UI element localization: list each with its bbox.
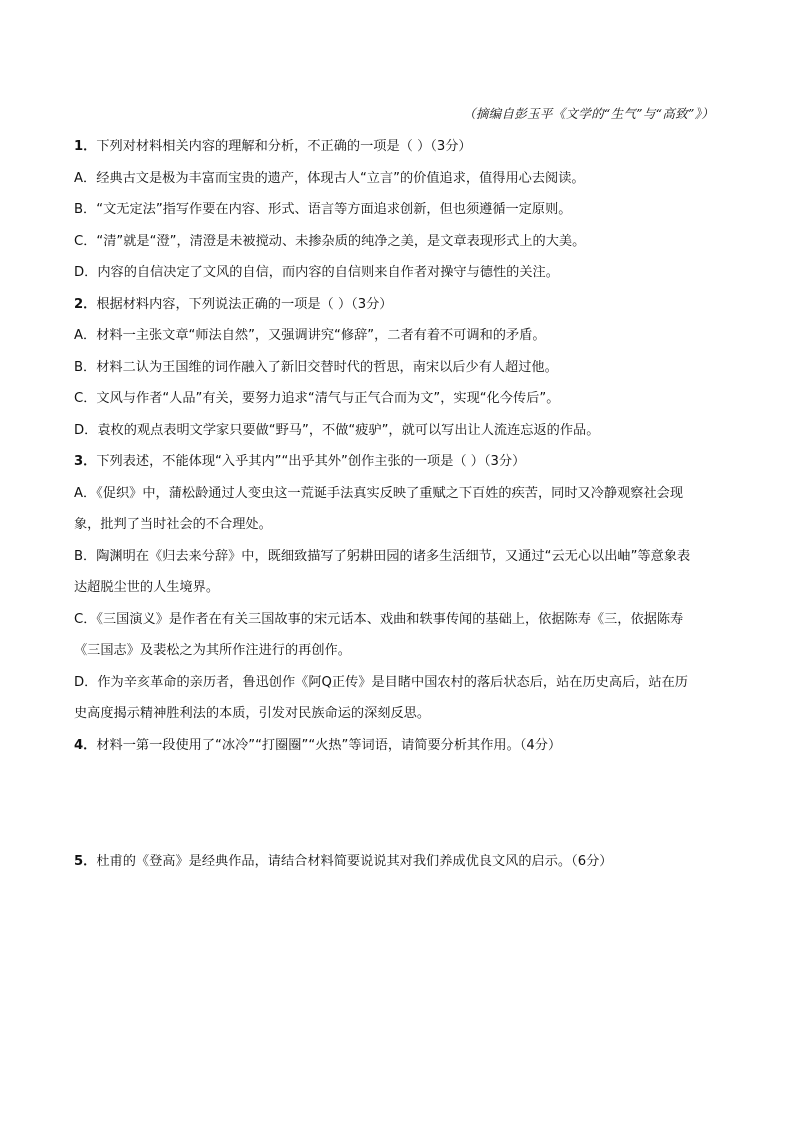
question-1-option-b: B．“文无定法”指写作要在内容、形式、语言等方面追求创新，但也须遵循一定原则。 — [74, 202, 572, 217]
question-text: 下列对材料相关内容的理解和分析，不正确的一项是（ ）（3分） — [96, 139, 472, 154]
question-text: 下列表述，不能体现“入乎其内”“出乎其外”创作主张的一项是（ ）（3分） — [96, 454, 526, 469]
question-3-option-c-line-1: C．《三国演义》是作者在有关三国故事的宋元话本、戏曲和轶事传闻的基础上，依据陈寿《三，依据陈寿 — [74, 611, 684, 627]
question-1-option-d: D．内容的自信决定了文风的自信，而内容的自信则来自作者对操守与德性的关注。 — [74, 265, 559, 280]
question-3-option-d-line-1: D．作为辛亥革命的亲历者，鲁迅创作《阿Q正传》是目睹中国农村的落后状态后，站在历史高后，站在历 — [74, 674, 688, 690]
question-3-option-a-line-2: 象，批判了当时社会的不合理处。 — [74, 517, 272, 532]
question-2-stem — [74, 289, 722, 321]
question-number: 3． — [74, 454, 97, 469]
question-3-option-d-line-2: 史高度揭示精神胜利法的本质，引发对民族命运的深刻反思。 — [74, 706, 431, 721]
question-1-stem — [74, 131, 722, 163]
question-text: 根据材料内容，下列说法正确的一项是（ ）（3分） — [96, 296, 393, 312]
question-2-option-b: B．材料二认为王国维的词作融入了新旧交替时代的哲思，南宋以后少有人超过他。 — [74, 359, 558, 375]
question-3-option-c-line-2: 《三国志》及裴松之为其所作注进行的再创作。 — [74, 643, 351, 658]
question-3-option-b-line-1: B．陶渊明在《归去来兮辞》中，既细致描写了躬耕田园的诸多生活细节，又通过“云无心以出岫”等意象表 — [74, 548, 691, 564]
question-1-option-a: A．经典古文是极为丰富而宝贵的遗产，体现古人“立言”的价值追求，值得用心去阅读。 — [74, 170, 585, 186]
question-2-option-d: D．袁枚的观点表明文学家只要做“野马”，不做“疲驴”，就可以写出让人流连忘返的作品。 — [74, 422, 600, 438]
question-4-stem — [74, 730, 722, 762]
question-text: 杜甫的《登高》是经典作品，请结合材料简要说说其对我们养成优良文风的启示。（6分） — [96, 854, 613, 869]
question-1-option-c: C．“清”就是“澄”，清澄是未被搅动、未掺杂质的纯净之美，是文章表现形式上的大美。 — [74, 233, 586, 249]
question-2-option-a: A．材料一主张文章“师法自然”，又强调讲究“修辞”，二者有着不可调和的矛盾。 — [74, 328, 546, 343]
question-text: 材料一第一段使用了“冰冷”“打圈圈”“火热”等词语，请简要分析其作用。（4分） — [96, 737, 562, 753]
source-citation: （摘编自彭玉平《文学的“生气”与“高致”》） — [463, 106, 714, 121]
answer-space — [74, 761, 722, 846]
question-3-stem — [74, 446, 722, 478]
question-number: 1． — [74, 139, 97, 154]
question-number: 5． — [74, 854, 97, 869]
question-5-stem — [74, 846, 722, 878]
question-3-option-b-line-2: 达超脱尘世的人生境界。 — [74, 580, 220, 595]
question-number: 4． — [74, 737, 97, 753]
question-3-option-a-line-1: A．《促织》中，蒲松龄通过人变虫这一荒诞手法真实反映了重赋之下百姓的疾苦，同时又冷静观察社会现 — [74, 485, 684, 501]
question-list — [74, 131, 722, 878]
question-number: 2． — [74, 296, 97, 312]
question-2-option-c: C．文风与作者“人品”有关，要努力追求“清气与正气合而为文”，实现“化今传后”。 — [74, 391, 560, 406]
